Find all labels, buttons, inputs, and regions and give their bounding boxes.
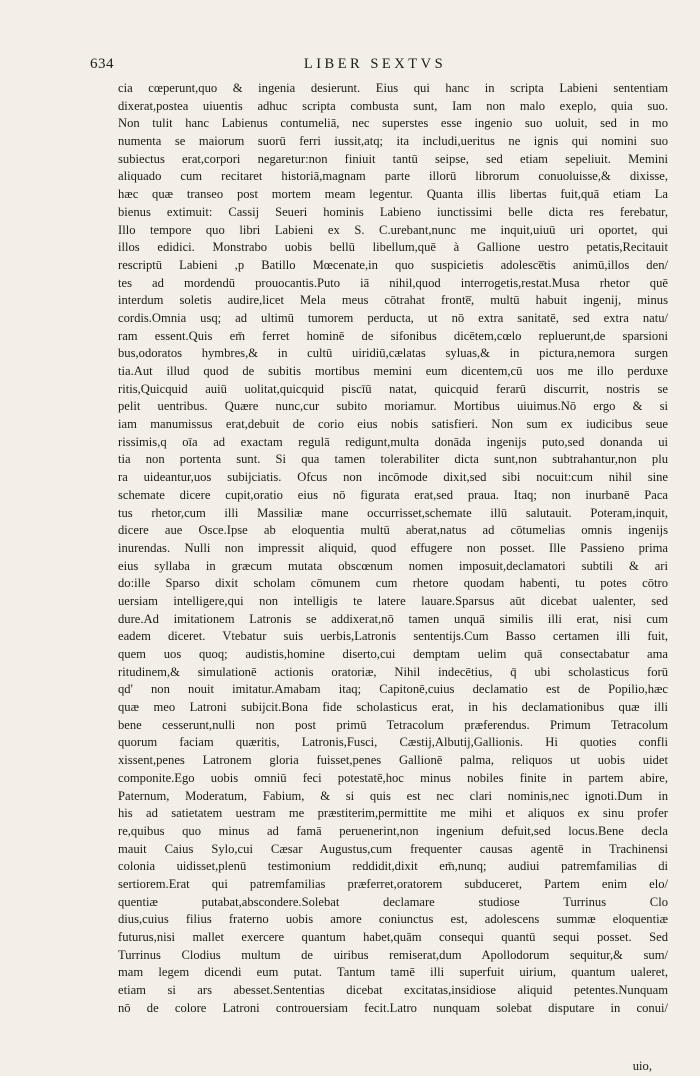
- text-line: hæc quæ transeo post mortem meam legentur. Quanta illis libertas fuit,quā etiam La: [118, 187, 668, 202]
- text-line: rescriptū Labieni ,p Batillo Mœcenate,in quo suspicietis adolesce̅tis animū,illos den/: [118, 257, 668, 272]
- text-line: xissent,penes Latronem gloria fuisset,penes Gallionē palma, reliquos ut uobis uidet: [118, 753, 668, 768]
- text-line: rissimis,q oīa ad exactam regulā redigunt,multa donāda ingenijs puto,sed donanda ui: [118, 434, 668, 449]
- text-line: cordis.Omnia usq; ad ultimū tumorem perducta, ut nō extra sanitatē, sed extra natu/: [118, 310, 668, 325]
- text-line: aliquado cum recitaret historiā,magnam parte illorū librorum conuoluisse,& dixisse,: [118, 169, 668, 184]
- text-line: tia.Aut illud quod de subitis mortibus memini eum dicentem,cū uos me illo perduxe: [118, 364, 668, 378]
- text-line: ritis,Quicquid auiū uolitat,quicquid piscīū natat, quicquid ferarū discurrit, nostris se: [118, 381, 668, 396]
- text-line: Turrinus Clodius multum de uiribus remiserat,dum Apollodorum sequitur,& sum/: [118, 947, 668, 962]
- text-line: bene cesserunt,nulli non post primū Tetracolum præferendus. Primum Tetracolum: [118, 717, 668, 732]
- text-line: pelit uentribus. Quære nunc,cur subito moriamur. Mortibus uiuimus.Nō ergo & si: [118, 399, 668, 414]
- text-line: uersiam intelligere,qui non intelligis te latere lauare.Sparsus aūt dicebat ualenter, sed: [118, 593, 668, 608]
- text-line: ra uideantur,uos subijciatis. Ofcus non incōmode dixit,sed sibi nocuit:cum nihil sine: [118, 470, 668, 485]
- body-text: [118, 80, 668, 1017]
- text-line: ram essent.Quis em̄ ferret hominē de sifonibus dicētem,cœlo repluerunt,de sparsioni: [118, 328, 668, 343]
- text-line: Paternum, Moderatum, Fabium, & si quis est nec clari nominis,nec ignoti.Dum in: [118, 788, 668, 803]
- text-line: dicere aue Osce.Ipse ab eloquentia multū aberat,natus ad cōtumelias omnis ingenijs: [118, 523, 668, 538]
- text-line: do:ille Sparso dixit scholam cōmunem cum rhetore quodam habenti, tu potes cōtro: [118, 576, 668, 591]
- text-line: bus,odoratos hymbres,& in cultū uiridiū,cælatas syluas,& in pictura,nemora surgen: [118, 346, 668, 361]
- text-line: ritudinem,& simulationē actionis oratoriæ, Nihil indecētius, q̄ ubi scholasticus forū: [118, 664, 668, 679]
- text-line: his ad satietatem uestram me præstiterim,permittite me mihi et aliquos ex sinu profer: [118, 806, 668, 821]
- text-line: eadem diceret. Vtebatur suis uerbis,Latronis sententijs.Cum Basso certamen illi fuit,: [118, 629, 668, 644]
- text-line: numenta se maiorum suorū ferri iussit,atq; ita includi,ueritus ne ignis qui nomini suo: [118, 134, 668, 149]
- text-line: quem uos quoq; audistis,homine diserto,cui demptam uelim quā consectabatur ama: [118, 647, 668, 661]
- text-line: cia cœperunt,quo & ingenia desierunt. Eius qui hanc in scripta Labieni sententiam: [118, 81, 668, 95]
- text-line: illos edidici. Monstrabo uobis bellū libellum,quē à Gallione uestro petatis,Recitauit: [118, 240, 668, 255]
- text-line: iam manumissus erat,debuit de corio eius nobis satisfieri. Non sum ex iudicibus seue: [118, 417, 668, 432]
- text-line: dixerat,postea uiuentis adhuc scripta combusta sunt, Iam non malo exeplo, quia suo.: [118, 98, 668, 113]
- page-number: 634: [90, 56, 114, 72]
- text-line: tes ad mordendū prouocantis.Puto iā nihil,quod interrogetis,restat.Musa rhetor quē: [118, 275, 668, 290]
- text-line: quorum faciam quæritis, Latronis,Fusci, Cæstij,Albutij,Gallionis. Hi quoties confli: [118, 735, 668, 750]
- text-line: componite.Ego uobis omniū feci potestatē,hoc minus nobiles finite in partem abire,: [118, 770, 668, 785]
- text-line: Illo tempore quo libri Labieni ex S. C.urebant,nunc me inquit,uiuū uri oportet, qui: [118, 222, 668, 237]
- text-line: Non tulit hanc Labienus contumeliā, nec superstes esse ingenio suo uoluit, sed in mo: [118, 116, 668, 131]
- text-line: mauit Caius Sylo,cui Cæsar Augustus,cum frequenter causas agentē in Trachinensi: [118, 841, 668, 856]
- text-line: schemate dicere cupit,oratio eius nō figurata erat,sed praua. Itaq; non inurbanē Paca: [118, 487, 668, 502]
- text-line: bienus extimuit: Cassij Seueri hominis Labieno iunctissimi belle dicta res ferebatur,: [118, 204, 668, 219]
- text-line: re,quibus quo minus ad famā peruenerint,non ingenium defuit,sed locus.Bene decla: [118, 823, 668, 838]
- text-line: dure.Ad imitationem Latronis se addixerat,nō tamen unquā similis illi erat, nisi cum: [118, 611, 668, 626]
- text-line: tus rhetor,cum illi Massiliæ mane occurrisset,schemate illū salutauit. Poteram,inquit,: [118, 505, 668, 520]
- text-line: dius,cuius filius fraterno uobis amore coniunctus est, adolescens summæ eloquentiæ: [118, 912, 668, 927]
- text-line: quentiæ putabat,abscondere.Solebat declamare studiose Turrinus Clo: [118, 894, 668, 909]
- text-line: tia non portenta sunt. Si qua tamen tolerabiliter dicta sunt,non subtrahantur,non plu: [118, 452, 668, 467]
- text-line: qd' non nouit imitatur.Amabam itaq; Capitonē,cuius declamatio est de Popilio,hæc: [118, 682, 668, 697]
- text-line: inurendas. Nulli non impressit aliquid, quod effugere non posset. Ille Passieno prima: [118, 540, 668, 555]
- text-line: futurus,nisi mallet exercere quantum habet,quām consequi quantū sequi posset. Sed: [118, 930, 668, 944]
- text-line: sertiorem.Erat qui patremfamilias præferret,oratorem subduceret, Partem enim elo/: [118, 876, 668, 891]
- text-line: eius syllaba in græcum mutata obscœnum nomen imposuit,declamatori subtili & ari: [118, 558, 668, 573]
- text-line: quæ meo Latroni subijcit.Bona fide scholasticus erat, in his declamationibus quæ illi: [118, 700, 668, 715]
- text-line: nō de colore Latroni controuersiam fecit.Latro nunquam solebat disputare in conui/: [118, 1000, 668, 1015]
- text-line: subiectus erat,corpori negaretur:non finiuit tantū seipse, sed etiam sepeliuit. Memini: [118, 151, 668, 166]
- text-line: mam legem dicendi eum putat. Tantum tamē illi superfuit uirium, quantum ualeret,: [118, 965, 668, 980]
- page-header: [0, 56, 700, 76]
- text-line: etiam si ars abesset.Sententias dicebat excitatas,insidiose aliquid petentes.Nunquam: [118, 983, 668, 998]
- text-line: colonia uidisset,plenū testimonium reddidit,dixit em̄,nunq; audiui patremfamilias di: [118, 859, 668, 874]
- running-head: LIBER SEXTVS: [303, 56, 447, 72]
- catchword: uio,: [632, 1059, 652, 1073]
- text-line: interdum soletis audire,licet Mela meus cōtrahat fronte̅, multū habuit ingenij, minus: [118, 293, 668, 308]
